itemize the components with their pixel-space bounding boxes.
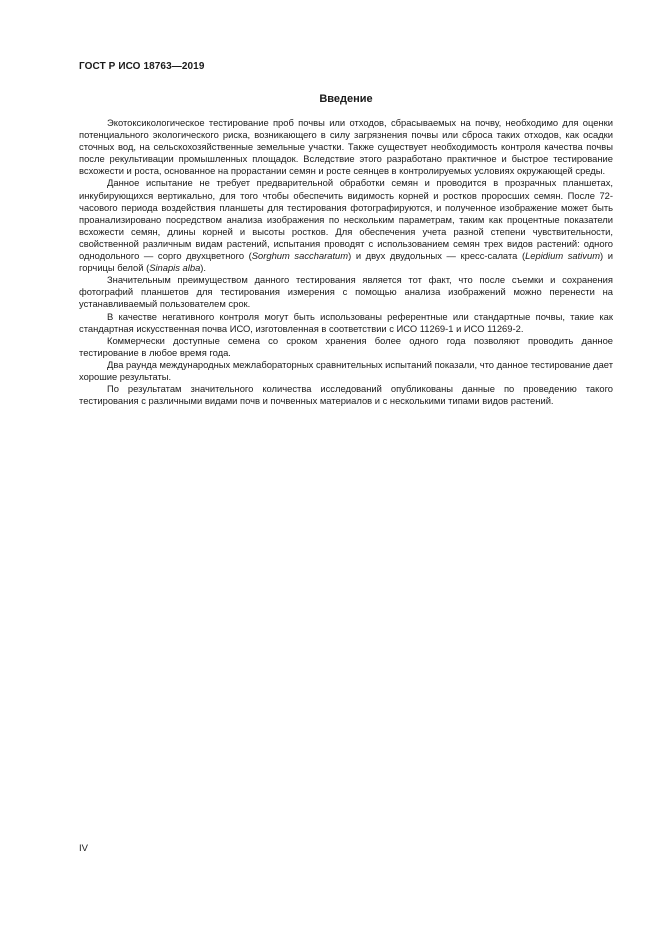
paragraph-2-part-2: ) и двух двудольных — кресс-салата (	[348, 250, 526, 262]
paragraph-2-part-1: Данное испытание не требует предварительной обработки семян и проводится в прозрачных планшетах, инкубирующихся вертикально, для того чтобы обеспечить видимость корней и ростков проросших семян. После 72-часового периода воздействия планшеты для тестирования фотографируются, и полученное изображение может быть проанализировано посредством анализа изображения по нескольким параметрам, таким как процентные показатели всхожести семян, длины корней и высоты ростков. Для обеспечения учета разной степени чувствительности, свойственной различным видам растений, испытания проводят с использованием семян трех видов растений: одного однодольного — сорго двухцветного (	[79, 177, 613, 262]
paragraph-1: Экотоксикологическое тестирование проб почвы или отходов, сбрасываемых на почву, необходимо для оценки потенциального экологического риска, возникающего в силу загрязнения почвы или сброса таких отходов, как осадки сточных вод, на сельскохозяйственные земельные участки. Также существует необходимость контроля качества почвы после рекультивации промышленных площадок. Вследствие этого разработано практичное и быстрое тестирование всхожести и роста, основанное на прорастании семян и росте сеянцев в контролируемых условиях окружающей среды.	[79, 117, 613, 177]
introduction-body	[79, 117, 613, 407]
paragraph-4: В качестве негативного контроля могут быть использованы референтные или стандартные почвы, такие как стандартная искусственная почва ИСО, изготовленная в соответствии с ИСО 11269-1 и ИСО 11269-2.	[79, 310, 613, 334]
paragraph-2-part-3: ) и горчицы белой (	[79, 250, 613, 274]
section-title: Введение	[319, 93, 373, 105]
paragraph-3: Значительным преимуществом данного тестирования является тот факт, что после съемки и сохранения фотографий планшетов для тестирования измерения с помощью анализа изображений можно перенести на устанавливаемый пользователем срок.	[79, 274, 613, 310]
paragraph-5: Коммерчески доступные семена со сроком хранения более одного года позволяют проводить данное тестирование в любое время года.	[79, 334, 613, 358]
paragraph-6: Два раунда международных межлабораторных сравнительных испытаний показали, что данное тестирование дает хорошие результаты.	[79, 358, 613, 382]
paragraph-2-part-4: ).	[200, 262, 207, 274]
species-sorghum: Sorghum saccharatum	[251, 250, 349, 262]
species-lepidium: Lepidium sativum	[525, 250, 601, 262]
paragraph-2	[79, 177, 613, 274]
document-code-header: ГОСТ Р ИСО 18763—2019	[79, 61, 205, 72]
page-number: IV	[79, 843, 88, 854]
species-sinapis: Sinapis alba	[149, 262, 201, 274]
paragraph-7: По результатам значительного количества исследований опубликованы данные по проведению такого тестирования с различными видами почв и почвенных материалов и с несколькими типами видов растений.	[79, 383, 613, 407]
